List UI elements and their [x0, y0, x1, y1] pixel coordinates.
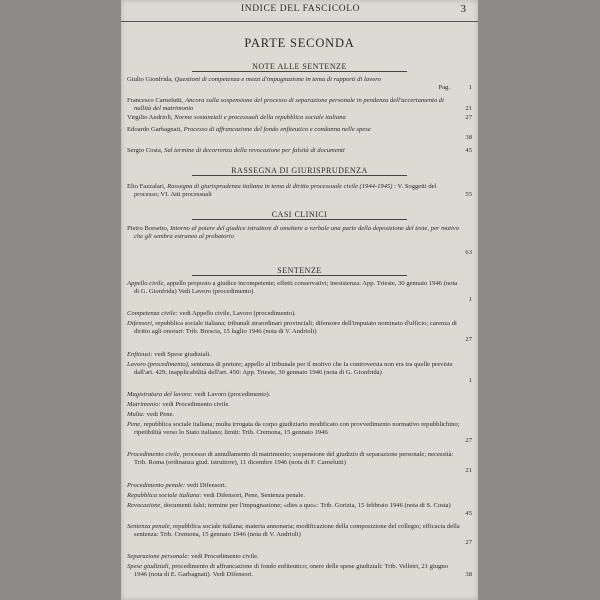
entry-author: Elio Fazzalari, — [127, 183, 166, 190]
section-heading-note: NOTE ALLE SENTENZE — [252, 62, 347, 71]
entry-page: 27 — [465, 539, 472, 546]
entry-head: Revocazione, — [127, 502, 162, 509]
entry-head: Sentenza penale, — [127, 523, 172, 530]
entry-head: Procedimento civile, — [127, 451, 182, 458]
sentenza-entry — [127, 421, 462, 437]
document-page — [121, 0, 478, 600]
section-heading-casi: CASI CLINICI — [271, 210, 328, 219]
entry-head: Procedimento penale: — [127, 482, 186, 489]
entry-author: Pietro Borsetto, — [127, 225, 169, 232]
entry-page: 27 — [465, 114, 472, 121]
sentenza-entry — [127, 523, 462, 539]
sentenza-entry — [127, 361, 462, 377]
entry-body: documenti falsi; termine per l'impugnazione; «dies a quo»: Trib. Gorizia, 15 febbraio 1946 (nota di S. Costa) — [163, 502, 451, 509]
entry-page: 38 — [465, 134, 472, 141]
caso-entry — [127, 225, 462, 241]
entry-head: Multa: — [127, 411, 145, 418]
note-entry — [127, 147, 462, 155]
entry-author: Francesco Carnelutti, — [127, 97, 184, 104]
entry-body: processo di annullamento di matrimonio; sospensione del giudizio di separazione personale; necessità: Trib. Roma (ordinanza giud. istruttore), 11 dicembre 1946 (nota di F. Carnelutti) — [134, 451, 454, 466]
entry-body: repubblica sociale italiana; tribunali straordinari provinciali; difensore dell'imputato nominato d'ufficio; carenza di diritto agli onorari: Trib. Brescia, 15 luglio 1946 (nota di V. Andrioli) — [134, 320, 457, 335]
entry-title: Ancora sulla sospensione del processo di separazione personale in pendenza dell'accertamento di nullità del matrimonio — [134, 97, 444, 112]
note-entry — [127, 97, 462, 113]
part-title: PARTE SECONDA — [244, 36, 355, 50]
entry-title: Questioni di competenza e mezzi d'impugnazione in tema di rapporti di lavoro — [174, 76, 381, 83]
entry-body: vedi Appello civile, Lavoro (procedimento). — [179, 310, 296, 317]
entry-page: 63 — [465, 249, 472, 256]
entry-body: vedi Procedimento civile. — [191, 553, 259, 560]
entry-page: 38 — [465, 571, 472, 578]
note-entry — [127, 76, 462, 84]
section-rule — [192, 175, 406, 176]
entry-page: 21 — [465, 467, 472, 474]
sentenza-entry — [127, 401, 462, 409]
running-header — [121, 4, 478, 18]
entry-head: Spese giudiziali, — [127, 563, 171, 570]
sentenza-entry — [127, 482, 462, 490]
note-entry — [127, 126, 462, 134]
entry-author: Edoardo Garbagnati, — [127, 126, 182, 133]
entry-head: Lavoro (procedimento), — [127, 361, 190, 368]
entry-head: Difensori, — [127, 320, 154, 327]
sentenza-entry — [127, 280, 462, 296]
entry-title: Norme sostanziali e processuali della repubblica sociale italiana — [174, 114, 346, 121]
entry-head: Enfiteusi: — [127, 351, 153, 358]
section-rule — [192, 71, 406, 72]
sentenza-entry — [127, 391, 462, 399]
header-page-number: 3 — [460, 3, 466, 15]
entry-head: Separazione personale: — [127, 553, 190, 560]
sentenza-entry — [127, 502, 462, 510]
entry-body: repubblica sociale italiana; materia annonaria; modificazione della composizione del collegio; efficacia della sentenza: Trib. Cremona, 15 gennaio 1946 (nota di V. Andrioli) — [134, 523, 460, 538]
header-title: INDICE DEL FASCICOLO — [241, 4, 361, 14]
section-heading-rassegna: RASSEGNA DI GIURISPRUDENZA — [231, 166, 368, 175]
entry-head: Repubblica sociale italiana: — [127, 492, 202, 499]
pag-label: Pag. — [438, 84, 450, 91]
entry-body: sentenza di pretore; appello al tribunale per il motivo che la controversia non era tra quelle previste dall'art. 429; inapplicabilità dell'art. 450: App. Trieste, 30 gennaio 1946 (nota di G. Gionfrida) — [134, 361, 453, 376]
entry-head: Pene, — [127, 421, 142, 428]
note-entry — [127, 114, 462, 122]
entry-rest: : V. Soggetti del processo; VI. Atti processuali — [134, 183, 437, 198]
entry-title: Intorno al potere del giudice istruttore di omettere a verbale una parte della deposizione del teste, per motivo che gli sembra estraneo al probatorio — [134, 225, 460, 240]
entry-head: Competenza civile: — [127, 310, 178, 317]
entry-body: procedimento di affrancazione di fondo enfiteutico; onere delle spese giudiziali: Trib. Velletri, 21 giugno 1946 (nota di E. Garbagnati). Vedi Difensori. — [134, 563, 448, 578]
entry-body: vedi Difensori, Pene, Sentenza penale. — [203, 492, 305, 499]
sentenza-entry — [127, 563, 462, 579]
entry-page: 1 — [468, 296, 472, 303]
entry-title: Rassegna di giurisprudenza italiana in tema di diritto processuale civile (1944-1945) — [167, 183, 393, 190]
entry-body: vedi Difensori. — [186, 482, 227, 489]
entry-page: 45 — [465, 510, 472, 517]
entry-author: Giulio Gionfrida, — [127, 76, 173, 83]
entry-head: Appello civile, — [127, 280, 166, 287]
entry-body: repubblica sociale italiana; multa irrogata da corpo giudiziario modificato con provvedimento normativo repubblichino; ripetibilità verso lo Stato italiano; limiti: Trib. Cremona, 15 gennaio 1946 — [134, 421, 460, 436]
entry-author: Sergio Costa, — [127, 147, 163, 154]
sentenza-entry — [127, 553, 462, 561]
entry-page: 21 — [465, 105, 472, 112]
entry-title: Processo di affrancazione del fondo enfiteutico e condanna nelle spese — [183, 126, 371, 133]
entry-body: vedi Spese giudiziali. — [154, 351, 211, 358]
header-rule — [121, 21, 478, 22]
sentenza-entry — [127, 451, 462, 467]
entry-page: 45 — [465, 147, 472, 154]
entry-page: 27 — [465, 437, 472, 444]
entry-author: Virgilio Andrioli, — [127, 114, 173, 121]
sentenza-entry — [127, 320, 462, 336]
entry-body: vedi Lavoro (procedimento). — [194, 391, 271, 398]
entry-head: Matrimonio: — [127, 401, 161, 408]
entry-page: 1 — [468, 377, 472, 384]
entry-head: Magistratura del lavoro: — [127, 391, 193, 398]
sentenza-entry — [127, 310, 462, 318]
sentenza-entry — [127, 351, 462, 359]
entry-body: vedi Pene. — [146, 411, 175, 418]
entry-page: 27 — [465, 336, 472, 343]
sentenza-entry — [127, 411, 462, 419]
sentenza-entry — [127, 492, 462, 500]
entry-page: 55 — [465, 191, 472, 198]
rassegna-entry — [127, 183, 462, 199]
entry-page: 1 — [468, 84, 472, 91]
section-rule — [192, 219, 406, 220]
section-rule — [192, 275, 406, 276]
entry-body: appello proposto a giudice incompetente; effetti conservativi; inesistenza: App. Trieste, 30 gennaio 1946 (nota di G. Gionfrida) Vedi Lavoro (procedimento). — [134, 280, 458, 295]
entry-title: Sul termine di decorrenza della revocazione per falsità di documenti — [164, 147, 345, 154]
entry-body: vedi Procedimento civile. — [162, 401, 230, 408]
section-heading-sentenze: SENTENZE — [277, 266, 322, 275]
